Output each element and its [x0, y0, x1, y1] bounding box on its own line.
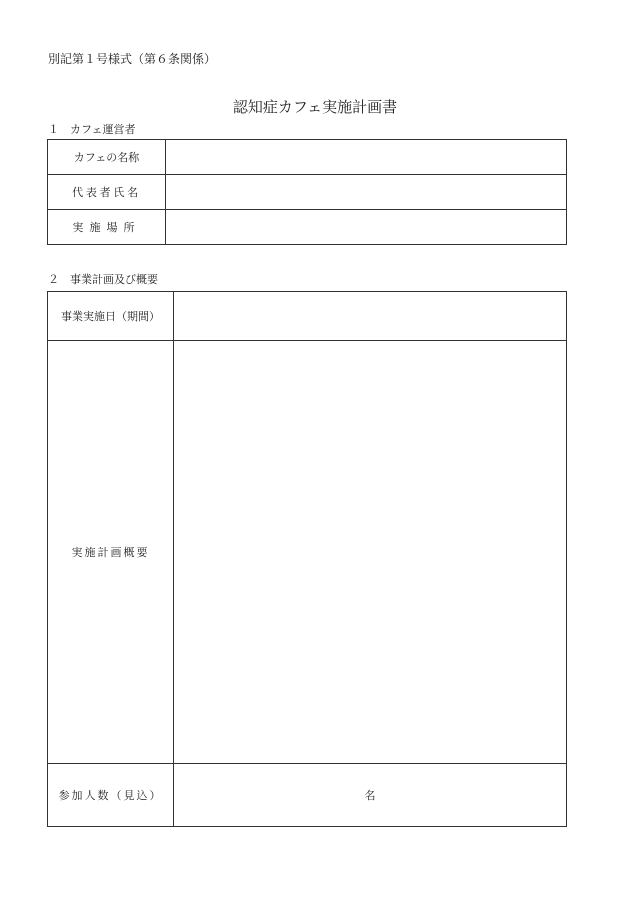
table-row [48, 292, 567, 341]
table-row [48, 210, 567, 245]
document-title: 認知症カフェ実施計画書 [232, 98, 398, 116]
venue-label: 実施場所 [48, 210, 166, 245]
section-1-title: カフェ運営者 [70, 123, 136, 136]
form-number: 別記第１号様式（第６条関係） [48, 52, 217, 66]
table-row [48, 140, 567, 175]
section-2-number: ２ [48, 273, 59, 286]
table-row [48, 764, 567, 827]
participants-label: 参加人数（見込） [48, 764, 174, 827]
section-2-heading [48, 271, 158, 287]
table-row [48, 175, 567, 210]
participants-field[interactable] [174, 764, 567, 827]
cafe-name-label: カフェの名称 [48, 140, 166, 175]
section-1-heading [48, 121, 135, 137]
representative-name-field[interactable] [166, 175, 567, 210]
table-row [48, 341, 567, 764]
representative-name-label: 代表者氏名 [48, 175, 166, 210]
implementation-date-field[interactable] [174, 292, 567, 341]
venue-field[interactable] [166, 210, 567, 245]
plan-table [47, 291, 567, 827]
participants-unit: 名 [364, 789, 376, 802]
plan-overview-field[interactable] [174, 341, 567, 764]
plan-overview-label: 実施計画概要 [48, 341, 174, 764]
section-2-title: 事業計画及び概要 [70, 273, 158, 286]
implementation-date-label: 事業実施日（期間） [48, 292, 174, 341]
operator-table [47, 139, 567, 245]
cafe-name-field[interactable] [166, 140, 567, 175]
section-1-number: １ [48, 123, 59, 136]
